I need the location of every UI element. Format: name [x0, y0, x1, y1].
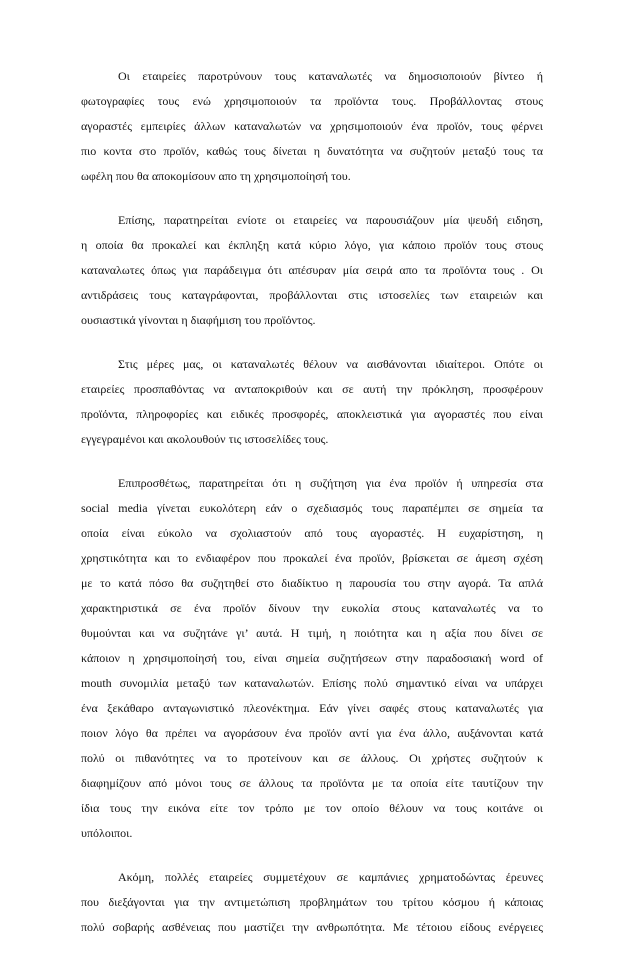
paragraph-line: κάποιον η χρησιμοποίησή του, είναι σημεία συζητήσεων στην παραδοσιακή word of: [81, 651, 543, 665]
paragraph-line: Ακόμη, πολλές εταιρείες συμμετέχουν σε καμπάνιες χρηματοδώντας έρευνες: [118, 870, 543, 884]
paragraph-line: η οποία θα προκαλεί και έκπληξη κατά κύριο λόγο, για κάποιο προϊόν τους στους: [81, 238, 543, 252]
paragraph-line: Επιπροσθέτως, παρατηρείται ότι η συζήτηση για ένα προϊόν ή υπηρεσία στα: [118, 476, 543, 490]
paragraph: [81, 352, 543, 452]
paragraph-line: εταιρείες προσπαθόντας να ανταποκριθούν και σε αυτή την πρόκληση, προσφέρουν: [81, 382, 543, 396]
paragraph-line: ουσιαστικά γίνονται η διαφήμιση του προϊόντος.: [81, 313, 316, 327]
paragraph-line: υπόλοιποι.: [81, 826, 133, 840]
paragraph-line: mouth συνομιλία μεταξύ των καταναλωτών. Επίσης πολύ σημαντικό είναι να υπάρχει: [81, 676, 543, 690]
paragraph: [81, 64, 543, 189]
document-body: [81, 64, 543, 959]
paragraph-line: διαφημίζουν από μόνοι τους σε άλλους τα προϊόντα με τα οποία είτε ταυτίζουν την: [81, 776, 543, 790]
paragraph-line: Επίσης, παρατηρείται ενίοτε οι εταιρείες να παρουσιάζουν μία ψευδή ειδηση,: [118, 213, 543, 227]
paragraph-line: πιο κοντα στο προϊόν, καθώς τους δίνεται η δυνατότητα να συζητούν μεταξύ τους τα: [81, 144, 543, 158]
paragraph-line: ένα ξεκάθαρο ανταγωνιστικό πλεονέκτημα. Εάν γίνει σαφές στους καταναλωτές για: [81, 701, 543, 715]
paragraph-line: χαρακτηριστικά σε ένα προϊόν δίνουν την ευκολία στους καταναλωτές να το: [81, 601, 543, 615]
paragraph-line: Στις μέρες μας, οι καταναλωτές θέλουν να αισθάνονται ιδιαίτεροι. Οπότε οι: [118, 357, 543, 371]
paragraph: [81, 471, 543, 846]
paragraph-line: ωφέλη που θα αποκομίσουν απο τη χρησιμοποίησή του.: [81, 169, 351, 183]
paragraph-line: social media γίνεται ευκολότερη εάν ο σχεδιασμός τους παραπέμπει σε σημεία τα: [81, 501, 543, 515]
paragraph-line: θυμούνται και να συζητάνε γι’ αυτά. Η τιμή, η ποιότητα και η αξία που δίνει σε: [81, 626, 543, 640]
paragraph-line: που διεξάγονται για την αντιμετώπιση προβλημάτων του τρίτου κόσμου ή κάποιας: [81, 895, 543, 909]
paragraph: [81, 208, 543, 333]
paragraph-line: πολύ οι πιθανότητες να το προτείνουν και σε άλλους. Οι χρήστες συζητούν κ: [81, 751, 543, 765]
paragraph-line: πολύ σοβαρής ασθένειας που μαστίζει την ανθρωπότητα. Με τέτοιου είδους ενέργειες: [81, 920, 543, 934]
paragraph-line: με το κατά πόσο θα συζητηθεί στο διαδίκτυο η παρουσία του στην αγορά. Τα απλά: [81, 576, 543, 590]
paragraph-line: καταναλωτες όπως για παράδειγμα ότι απέσυραν μία σειρά απο τα προϊόντα τους . Οι: [81, 263, 543, 277]
paragraph-line: ποιον λόγο θα πρέπει να αγοράσουν ένα προϊόν αντί για ένα άλλο, αυξάνονται κατά: [81, 726, 543, 740]
paragraph-line: αντιδράσεις τους καταγράφονται, προβάλλονται στις ιστοσελίες των εταιρειών και: [81, 288, 543, 302]
paragraph-line: οποία είναι εύκολο να σχολιαστούν από τους αγοραστές. Η ευχαρίστηση, η: [81, 526, 543, 540]
paragraph-line: φωτογραφίες τους ενώ χρησιμοποιούν τα προϊόντα τους. Προβάλλοντας στους: [81, 94, 543, 108]
paragraph-line: χρηστικότητα και το ενδιαφέρον που προκαλεί ένα προϊόν, βρίσκεται σε άμεση σχέση: [81, 551, 543, 565]
paragraph-line: αγοραστές εμπειρίες άλλων καταναλωτών να χρησιμοποιούν ένα προϊόν, τους φέρνει: [81, 119, 543, 133]
paragraph-line: προϊόντα, πληροφορίες και ειδικές προσφορές, αποκλειστικά για αγοραστές που είναι: [81, 407, 543, 421]
paragraph-line: Οι εταιρείες παροτρύνουν τους καταναλωτές να δημοσιοποιούν βίντεο ή: [118, 69, 543, 83]
paragraph-line: ίδια τους την εικόνα είτε τον τρόπο με τον οποίο θέλουν να τους κοιτάνε οι: [81, 801, 543, 815]
paragraph-line: εγγεγραμένοι και ακολουθούν τις ιστοσελίδες τους.: [81, 432, 329, 446]
